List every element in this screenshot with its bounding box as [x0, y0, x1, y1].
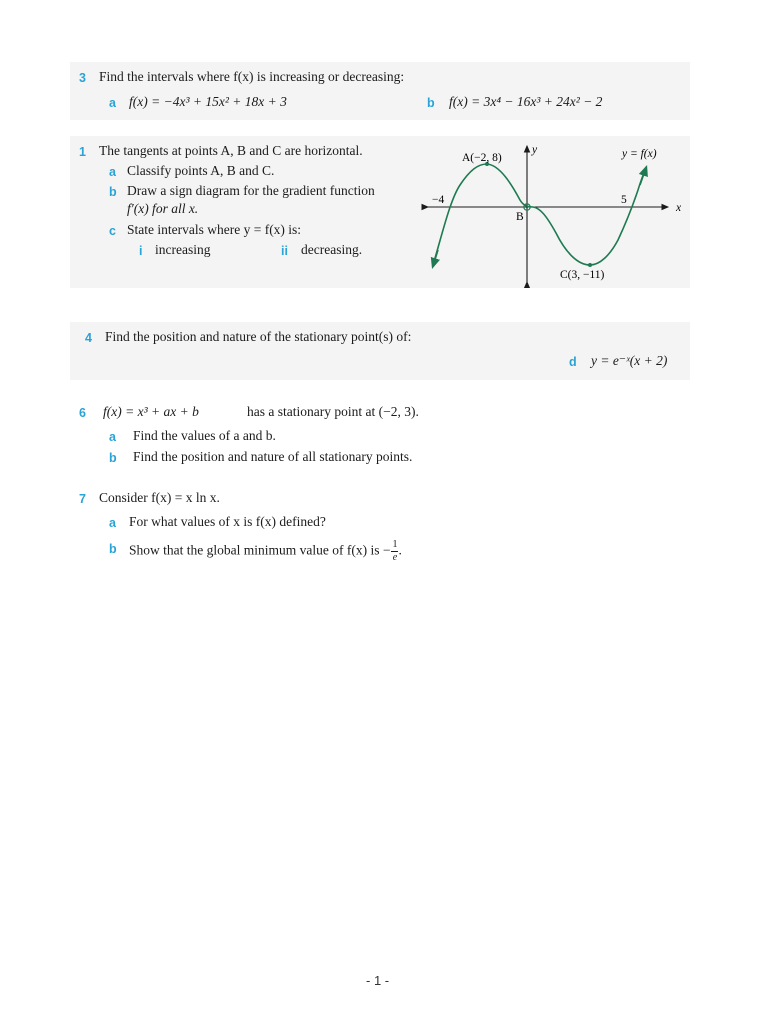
part-label: c	[109, 224, 116, 238]
question-number: 7	[79, 492, 86, 506]
part-label: b	[427, 96, 435, 110]
question-prompt: has a stationary point at (−2, 3).	[247, 404, 419, 419]
question-number: 1	[79, 145, 86, 159]
curve-label: y = f(x)	[622, 148, 657, 160]
part-text: Find the values of a and b.	[133, 428, 276, 443]
part-expression: f(x) = −4x³ + 15x² + 18x + 3	[129, 94, 287, 109]
part-label: d	[569, 355, 577, 369]
x-axis-label: x	[676, 202, 682, 214]
part-text: Find the position and nature of all stationary points.	[133, 449, 413, 464]
part-text: For what values of x is f(x) defined?	[129, 514, 326, 529]
part-text-wrapper	[129, 540, 402, 563]
x-intercept-left: −4	[432, 194, 445, 206]
question-prompt: Find the intervals where f(x) is increasing or decreasing:	[99, 69, 405, 84]
curve	[433, 164, 646, 265]
part-label: a	[109, 165, 116, 179]
fraction-denominator: e	[392, 552, 398, 563]
part-text-continued: f′(x) for all x.	[127, 201, 199, 216]
part-label: a	[109, 430, 116, 444]
part-text: Draw a sign diagram for the gradient function	[127, 183, 375, 198]
part-expression: y = e⁻ˣ(x + 2)	[591, 353, 668, 368]
part-text: State intervals where y = f(x) is:	[127, 222, 302, 237]
point-b-label: B	[516, 211, 524, 223]
subpart-label: ii	[281, 244, 288, 258]
curve-arrow	[433, 250, 438, 266]
question-prompt: The tangents at points A, B and C are horizontal.	[99, 143, 363, 158]
part-text: Show that the global minimum value of f(x) is −	[129, 542, 391, 558]
subpart-text: decreasing.	[301, 242, 363, 257]
part-expression: f(x) = 3x⁴ − 16x³ + 24x² − 2	[449, 94, 603, 109]
page-number: - 1 -	[366, 973, 390, 988]
point-c-marker	[588, 263, 592, 267]
fraction-numerator: 1	[392, 539, 398, 550]
question-prompt: Consider f(x) = x ln x.	[99, 490, 220, 505]
question-number: 3	[79, 71, 86, 85]
part-text: Classify points A, B and C.	[127, 163, 275, 178]
question-number: 6	[79, 406, 86, 420]
point-c-label: C(3, −11)	[560, 269, 605, 281]
part-label: a	[109, 516, 116, 530]
x-intercept-right: 5	[621, 194, 627, 206]
subpart-label: i	[139, 244, 143, 258]
question-prompt: Find the position and nature of the stationary point(s) of:	[105, 329, 412, 344]
subpart-text: increasing	[155, 242, 211, 257]
part-label: b	[109, 185, 117, 199]
curve-arrow	[640, 168, 646, 185]
part-label: b	[109, 542, 117, 556]
question-expression: f(x) = x³ + ax + b	[103, 404, 199, 419]
part-text-end: .	[398, 542, 402, 558]
part-label: b	[109, 451, 117, 465]
y-axis-label: y	[532, 144, 538, 156]
part-label: a	[109, 96, 116, 110]
question-number: 4	[85, 331, 92, 345]
function-graph	[420, 140, 690, 288]
point-a-label: A(−2, 8)	[462, 152, 502, 164]
